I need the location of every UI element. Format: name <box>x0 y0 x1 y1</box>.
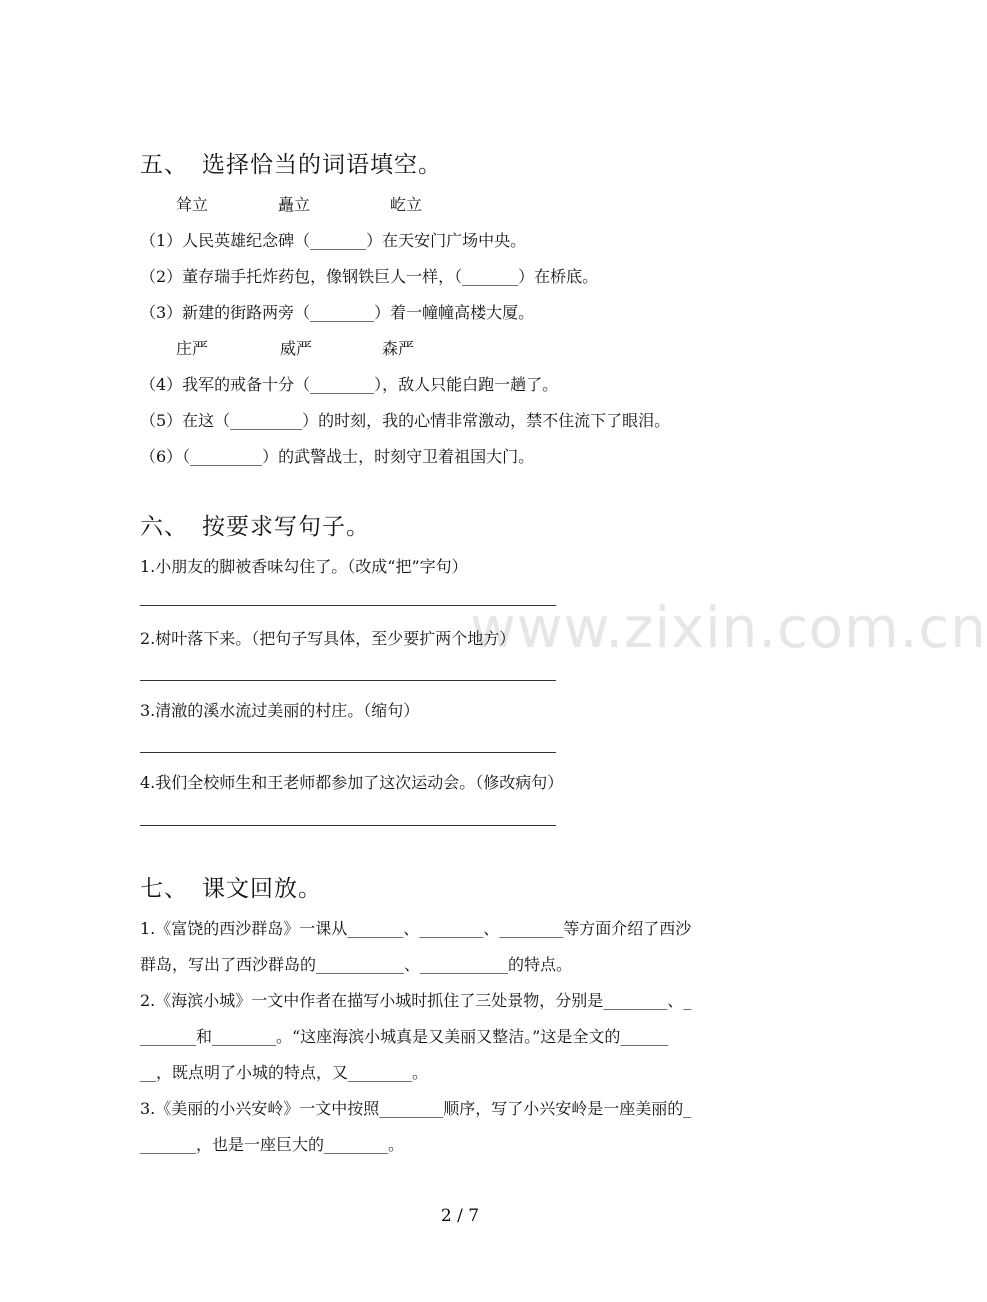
section6-number: 六、 <box>140 514 188 540</box>
word-option: 屹立 <box>390 195 423 214</box>
word-option: 森严 <box>382 339 415 358</box>
question-6-1: 1.小朋友的脚被香味勾住了。（改成“把”字句） <box>140 557 468 576</box>
question-6-2: 2.树叶落下来。（把句子写具体，至少要扩两个地方） <box>140 629 516 648</box>
section6-title: 按要求写句子。 <box>202 514 370 540</box>
answer-line <box>140 752 556 753</box>
section7-title: 课文回放。 <box>202 876 322 902</box>
question-5-4: （4）我军的戒备十分（________），敌人只能白跑一趟了。 <box>140 375 559 394</box>
recall-line-4: _______和________。“这座海滨小城真是又美丽又整洁。”这是全文的______ <box>140 1027 669 1046</box>
recall-line-3: 2.《海滨小城》一文中作者在描写小城时抓住了三处景物，分别是________、_ <box>140 991 692 1010</box>
question-6-3: 3.清澈的溪水流过美丽的村庄。（缩句） <box>140 701 420 720</box>
question-5-3: （3）新建的街路两旁（________）着一幢幢高楼大厦。 <box>140 303 535 322</box>
word-option: 庄严 <box>176 339 209 358</box>
section5-title: 选择恰当的词语填空。 <box>202 152 442 178</box>
answer-line <box>140 680 556 681</box>
section6-heading <box>140 508 370 541</box>
word-choices-2 <box>0 336 920 358</box>
recall-line-1: 1.《富饶的西沙群岛》一课从_______、________、________等方面介绍了西沙 <box>140 919 692 938</box>
answer-line <box>140 825 556 826</box>
word-choices-1 <box>0 192 920 214</box>
question-5-1: （1）人民英雄纪念碑（_______）在天安门广场中央。 <box>140 231 527 250</box>
recall-line-5: __，既点明了小城的特点，又________。 <box>140 1063 429 1082</box>
section7-heading <box>140 870 322 903</box>
recall-line-2: 群岛，写出了西沙群岛的___________、___________的特点。 <box>140 955 573 974</box>
section5-heading <box>140 146 442 179</box>
recall-line-7: _______，也是一座巨大的________。 <box>140 1135 405 1154</box>
recall-line-6: 3.《美丽的小兴安岭》一文中按照________顺序，写了小兴安岭是一座美丽的_ <box>140 1099 692 1118</box>
page-number: 2 / 7 <box>440 1206 480 1226</box>
question-6-4: 4.我们全校师生和王老师都参加了这次运动会。（修改病句） <box>140 773 564 792</box>
word-option: 耸立 <box>176 195 209 214</box>
question-5-2: （2）董存瑞手托炸药包，像钢铁巨人一样，（_______）在桥底。 <box>140 267 599 286</box>
question-5-5: （5）在这（_________）的时刻，我的心情非常激动，禁不住流下了眼泪。 <box>140 411 671 430</box>
word-option: 威严 <box>280 339 313 358</box>
answer-line <box>140 605 556 606</box>
section7-number: 七、 <box>140 876 188 902</box>
section5-number: 五、 <box>140 152 188 178</box>
watermark: www.zixin.com.cn <box>470 596 987 661</box>
word-option: 矗立 <box>278 195 311 214</box>
question-5-6: （6）（_________）的武警战士，时刻守卫着祖国大门。 <box>140 447 535 466</box>
